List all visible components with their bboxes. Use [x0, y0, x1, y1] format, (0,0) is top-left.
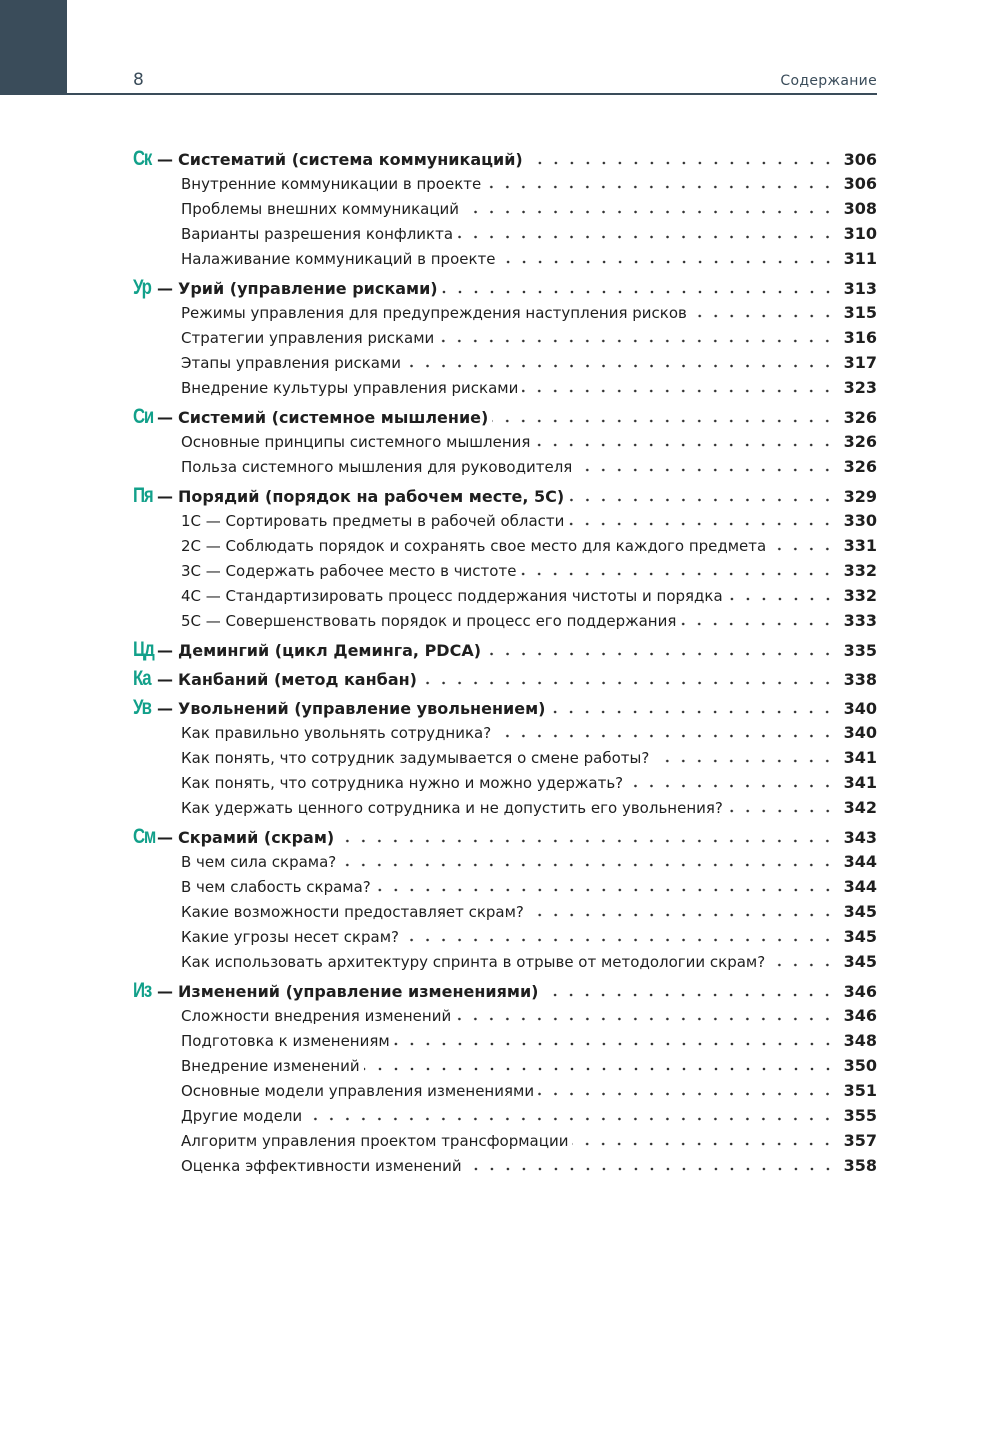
page-number: 8 — [133, 70, 144, 90]
table-of-contents — [133, 146, 877, 1178]
toc-sub-entry[interactable] — [133, 899, 877, 924]
toc-sub-entry[interactable] — [133, 720, 877, 745]
sub-page: 316 — [843, 328, 877, 347]
chapter-title: Систематий (система коммуникаций) — [178, 150, 523, 169]
sub-title: Как удержать ценного сотрудника и не допустить его увольнения? — [181, 799, 723, 817]
leader-dots — [338, 839, 835, 843]
leader-dots — [534, 443, 835, 447]
leader-dots — [522, 389, 835, 393]
toc-sub-entry[interactable] — [133, 558, 877, 583]
toc-chapter-entry[interactable] — [133, 146, 877, 171]
sub-page: 330 — [843, 511, 877, 530]
leader-dots — [568, 522, 835, 526]
leader-dots — [463, 210, 836, 214]
leader-dots — [520, 572, 835, 576]
leader-dots — [375, 888, 836, 892]
chapter-page: 306 — [843, 150, 877, 169]
header-rule — [67, 93, 877, 95]
leader-dots — [394, 1042, 836, 1046]
toc-chapter-entry[interactable] — [133, 275, 877, 300]
sub-page: 345 — [843, 927, 877, 946]
leader-dots — [421, 681, 836, 685]
toc-sub-entry[interactable] — [133, 171, 877, 196]
leader-dots — [403, 938, 836, 942]
sub-title: Какие возможности предоставляет скрам? — [181, 903, 524, 921]
toc-sub-entry[interactable] — [133, 745, 877, 770]
leader-dots — [306, 1117, 835, 1121]
sub-title: Основные принципы системного мышления — [181, 433, 531, 451]
chapter-title: Скрамий (скрам) — [178, 828, 335, 847]
sub-title: Сложности внедрения изменений — [181, 1007, 452, 1025]
toc-sub-entry[interactable] — [133, 1078, 877, 1103]
sub-page: 340 — [843, 723, 877, 742]
chapter-title: Демингий (цикл Деминга, PDCA) — [178, 641, 482, 660]
sub-title: Внедрение культуры управления рисками — [181, 379, 519, 397]
toc-sub-entry[interactable] — [133, 1028, 877, 1053]
leader-dots — [492, 419, 835, 423]
sub-page: 332 — [843, 561, 877, 580]
leader-dots — [680, 622, 835, 626]
sub-title: 2С — Соблюдать порядок и сохранять свое место для каждого предмета — [181, 537, 767, 555]
sub-page: 344 — [843, 852, 877, 871]
sub-title: 5С — Совершенствовать порядок и процесс его поддержания — [181, 612, 677, 630]
sub-page: 342 — [843, 798, 877, 817]
toc-sub-entry[interactable] — [133, 300, 877, 325]
chapter-code: Си — [133, 405, 154, 428]
leader-dots — [495, 734, 835, 738]
sub-page: 346 — [843, 1006, 877, 1025]
toc-sub-entry[interactable] — [133, 770, 877, 795]
sub-page: 341 — [843, 748, 877, 767]
leader-dots — [442, 290, 836, 294]
corner-block — [0, 0, 67, 95]
chapter-page: 338 — [843, 670, 877, 689]
chapter-title: Урий (управление рисками) — [178, 279, 438, 298]
leader-dots — [549, 710, 835, 714]
sub-title: Стратегии управления рисками — [181, 329, 435, 347]
sub-page: 357 — [843, 1131, 877, 1150]
sub-page: 341 — [843, 773, 877, 792]
toc-chapter-entry[interactable] — [133, 637, 877, 662]
leader-dots — [568, 498, 835, 502]
toc-chapter-entry[interactable] — [133, 978, 877, 1003]
leader-dots — [364, 1067, 836, 1071]
leader-dots — [527, 161, 836, 165]
leader-dots — [438, 339, 835, 343]
toc-sub-entry[interactable] — [133, 221, 877, 246]
sub-title: Какие угрозы несет скрам? — [181, 928, 400, 946]
sub-title: В чем слабость скрама? — [181, 878, 371, 896]
leader-dots — [455, 1017, 835, 1021]
chapter-page: 335 — [843, 641, 877, 660]
sub-title: Как понять, что сотрудник задумывается о смене работы? — [181, 749, 650, 767]
sub-title: Оценка эффективности изменений — [181, 1157, 462, 1175]
chapter-title: Изменений (управление изменениями) — [178, 982, 539, 1001]
dash: — — [157, 828, 173, 847]
sub-page: 326 — [843, 457, 877, 476]
sub-title: Как использовать архитектуру спринта в отрыве от методологии скрам? — [181, 953, 766, 971]
leader-dots — [528, 913, 836, 917]
chapter-code: Из — [133, 979, 152, 1002]
sub-page: 355 — [843, 1106, 877, 1125]
chapter-code: См — [133, 825, 156, 848]
toc-sub-entry[interactable] — [133, 949, 877, 974]
sub-page: 315 — [843, 303, 877, 322]
sub-title: Внедрение изменений — [181, 1057, 360, 1075]
toc-sub-entry[interactable] — [133, 454, 877, 479]
dash: — — [157, 641, 173, 660]
dash: — — [157, 487, 173, 506]
leader-dots — [538, 1092, 836, 1096]
toc-sub-entry[interactable] — [133, 1128, 877, 1153]
sub-page: 306 — [843, 174, 877, 193]
chapter-code: Ка — [133, 667, 151, 690]
sub-page: 323 — [843, 378, 877, 397]
chapter-code: Ув — [133, 696, 151, 719]
leader-dots — [405, 364, 836, 368]
sub-title: Как понять, что сотрудника нужно и можно удержать? — [181, 774, 624, 792]
sub-title: Режимы управления для предупреждения наступления рисков — [181, 304, 687, 322]
leader-dots — [727, 809, 836, 813]
dash: — — [157, 279, 173, 298]
toc-sub-entry[interactable] — [133, 325, 877, 350]
chapter-page: 340 — [843, 699, 877, 718]
leader-dots — [691, 314, 836, 318]
dash: — — [157, 150, 173, 169]
sub-title: Алгоритм управления проектом трансформации — [181, 1132, 569, 1150]
sub-page: 345 — [843, 902, 877, 921]
sub-title: Варианты разрешения конфликта — [181, 225, 454, 243]
chapter-title: Порядий (порядок на рабочем месте, 5С) — [178, 487, 565, 506]
sub-title: 1С — Сортировать предметы в рабочей области — [181, 512, 565, 530]
toc-sub-entry[interactable] — [133, 508, 877, 533]
sub-title: 3С — Содержать рабочее место в чистоте — [181, 562, 517, 580]
toc-sub-entry[interactable] — [133, 350, 877, 375]
section-title: Содержание — [780, 73, 877, 89]
sub-title: 4С — Стандартизировать процесс поддержания чистоты и порядка — [181, 587, 723, 605]
chapter-code: Цд — [133, 638, 154, 661]
chapter-title: Увольнений (управление увольнением) — [178, 699, 546, 718]
toc-sub-entry[interactable] — [133, 924, 877, 949]
chapter-title: Системий (системное мышление) — [178, 408, 489, 427]
chapter-page: 326 — [843, 408, 877, 427]
toc-sub-entry[interactable] — [133, 429, 877, 454]
toc-sub-entry[interactable] — [133, 196, 877, 221]
toc-sub-entry[interactable] — [133, 1003, 877, 1028]
leader-dots — [653, 759, 835, 763]
sub-title: Проблемы внешних коммуникаций — [181, 200, 460, 218]
sub-page: 358 — [843, 1156, 877, 1175]
chapter-page: 313 — [843, 279, 877, 298]
leader-dots — [770, 547, 835, 551]
sub-page: 310 — [843, 224, 877, 243]
leader-dots — [542, 993, 835, 997]
sub-page: 348 — [843, 1031, 877, 1050]
leader-dots — [500, 260, 836, 264]
leader-dots — [457, 235, 836, 239]
leader-dots — [572, 1142, 835, 1146]
toc-sub-entry[interactable] — [133, 874, 877, 899]
sub-page: 332 — [843, 586, 877, 605]
toc-sub-entry[interactable] — [133, 608, 877, 633]
sub-title: В чем сила скрама? — [181, 853, 337, 871]
toc-chapter-entry[interactable] — [133, 404, 877, 429]
toc-chapter-entry[interactable] — [133, 483, 877, 508]
leader-dots — [340, 863, 835, 867]
toc-chapter-entry[interactable] — [133, 666, 877, 691]
sub-title: Подготовка к изменениям — [181, 1032, 390, 1050]
dash: — — [157, 982, 173, 1001]
toc-chapter-entry[interactable] — [133, 824, 877, 849]
leader-dots — [576, 468, 835, 472]
sub-title: Внутренние коммуникации в проекте — [181, 175, 482, 193]
chapter-page: 329 — [843, 487, 877, 506]
toc-sub-entry[interactable] — [133, 849, 877, 874]
sub-page: 308 — [843, 199, 877, 218]
toc-sub-entry[interactable] — [133, 795, 877, 820]
leader-dots — [727, 597, 836, 601]
leader-dots — [485, 185, 835, 189]
sub-title: Как правильно увольнять сотрудника? — [181, 724, 492, 742]
sub-page: 331 — [843, 536, 877, 555]
sub-title: Основные модели управления изменениями — [181, 1082, 535, 1100]
sub-page: 350 — [843, 1056, 877, 1075]
leader-dots — [769, 963, 835, 967]
toc-sub-entry[interactable] — [133, 583, 877, 608]
sub-page: 317 — [843, 353, 877, 372]
dash: — — [157, 699, 173, 718]
toc-sub-entry[interactable] — [133, 533, 877, 558]
chapter-code: Пя — [133, 484, 153, 507]
chapter-title: Канбаний (метод канбан) — [178, 670, 417, 689]
leader-dots — [485, 652, 836, 656]
sub-title: Этапы управления рисками — [181, 354, 402, 372]
sub-title: Другие модели — [181, 1107, 303, 1125]
sub-title: Налаживание коммуникаций в проекте — [181, 250, 496, 268]
toc-sub-entry[interactable] — [133, 1053, 877, 1078]
sub-page: 326 — [843, 432, 877, 451]
chapter-page: 343 — [843, 828, 877, 847]
chapter-page: 346 — [843, 982, 877, 1001]
dash: — — [157, 670, 173, 689]
toc-sub-entry[interactable] — [133, 246, 877, 271]
leader-dots — [627, 784, 835, 788]
sub-page: 345 — [843, 952, 877, 971]
toc-sub-entry[interactable] — [133, 1153, 877, 1178]
sub-page: 351 — [843, 1081, 877, 1100]
sub-title: Польза системного мышления для руководителя — [181, 458, 573, 476]
leader-dots — [466, 1167, 836, 1171]
toc-sub-entry[interactable] — [133, 1103, 877, 1128]
sub-page: 333 — [843, 611, 877, 630]
sub-page: 344 — [843, 877, 877, 896]
sub-page: 311 — [843, 249, 877, 268]
dash: — — [157, 408, 173, 427]
chapter-code: Ск — [133, 147, 152, 170]
toc-sub-entry[interactable] — [133, 375, 877, 400]
toc-chapter-entry[interactable] — [133, 695, 877, 720]
chapter-code: Ур — [133, 276, 151, 299]
